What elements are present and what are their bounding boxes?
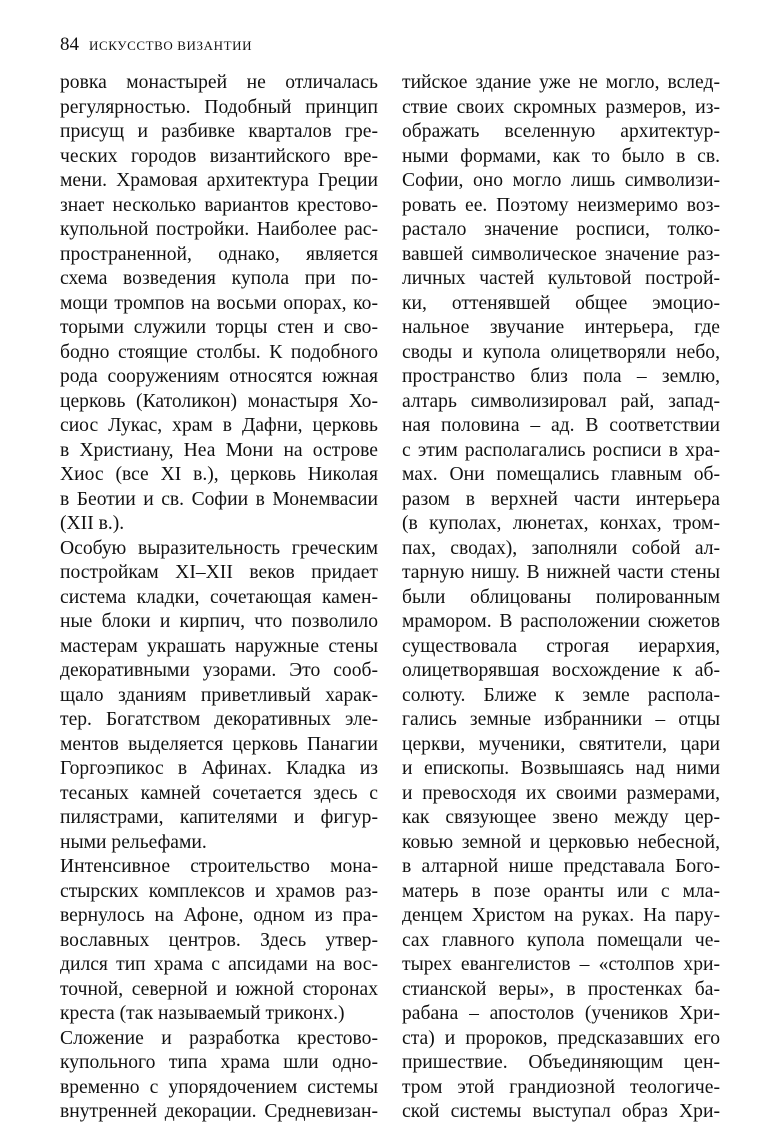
text-line: ображать вселенную архитектур- <box>402 121 720 142</box>
text-column-right <box>402 71 720 1125</box>
text-line: и превосходя их своими размерами, <box>402 782 720 804</box>
text-line: (XII в.). <box>60 513 125 534</box>
text-line: тарную нишу. В нижней части стены <box>402 562 720 583</box>
text-line: торыми служили торцы стен и сво- <box>60 317 378 338</box>
text-line: купольного типа храма шли одно- <box>60 1052 378 1073</box>
text-line: щало зданиям приветливый харак- <box>60 684 378 706</box>
text-line: ровать ее. Поэтому неизмеримо воз- <box>402 194 720 216</box>
text-line: гались земные избранники – отцы <box>402 709 720 730</box>
text-line: ные блоки и кирпич, что позволило <box>60 611 378 632</box>
text-line: тром этой грандиозной теологиче- <box>402 1076 720 1098</box>
text-line: мах. Они помещались главным об- <box>402 464 720 485</box>
text-line: ная половина – ад. В соответствии <box>402 415 720 436</box>
text-line: ровка монастырей не отличалась <box>60 72 378 93</box>
text-line: разом в верхней части интерьера <box>402 488 720 510</box>
text-line: постройкам XI–XII веков придает <box>60 562 378 583</box>
text-line: Интенсивное строительство мона- <box>60 856 378 877</box>
text-line: мрамором. В расположении сюжетов <box>402 611 720 632</box>
text-line: внутренней декорации. Средневизан- <box>60 1101 378 1122</box>
text-line: денцем Христом на руках. На пару- <box>402 905 720 926</box>
text-line: знает несколько вариантов крестово- <box>60 194 378 216</box>
text-line: временно с упорядочением системы <box>60 1076 378 1098</box>
text-line: личных частей культовой построй- <box>402 268 720 289</box>
text-line: тесаных камней сочетается здесь с <box>60 782 378 804</box>
text-line: мастерам украшать наружные стены <box>60 635 378 657</box>
text-line: тийское здание уже не могло, вслед- <box>402 72 720 93</box>
text-line: в Беотии и св. Софии в Монемвасии <box>60 488 378 510</box>
text-line: своды и купола олицетворяли небо, <box>402 341 720 363</box>
text-line: как связующее звено между цер- <box>402 807 720 828</box>
text-line: схема возведения купола при по- <box>60 268 378 289</box>
text-column-left <box>60 71 378 1125</box>
text-line: мощи тромпов на восьми опорах, ко- <box>60 292 378 314</box>
text-line: пилястрами, капителями и фигур- <box>60 807 378 828</box>
text-line: декоративными узорами. Это сооб- <box>60 660 378 681</box>
page-header <box>60 34 252 56</box>
text-line: рабана – апостолов (учеников Хри- <box>402 1003 720 1024</box>
text-line: олицетворявшая восхождение к аб- <box>402 660 720 681</box>
text-line: вославных центров. Здесь утвер- <box>60 929 378 951</box>
text-line: стырских комплексов и храмов раз- <box>60 880 378 902</box>
text-line: пространенной, однако, является <box>60 243 378 265</box>
text-line: вернулось на Афоне, одном из пра- <box>60 905 378 926</box>
text-line: мени. Храмовая архитектура Греции <box>60 170 378 191</box>
text-line: вавшей символическое значение раз- <box>402 243 720 265</box>
page-number: 84 <box>60 34 79 55</box>
text-line: присущ и разбивке кварталов гре- <box>60 121 378 142</box>
text-line: церкви, мученики, святители, цари <box>402 733 720 755</box>
text-line: солюту. Ближе к земле распола- <box>402 684 720 706</box>
text-line: дился тип храма с апсидами на вос- <box>60 954 378 975</box>
text-line: Сложение и разработка крестово- <box>60 1027 378 1049</box>
text-line: пах, сводах), заполняли собой ал- <box>402 537 720 559</box>
text-line: Особую выразительность греческим <box>60 537 378 559</box>
text-line: креста (так называемый триконх.) <box>60 1003 345 1024</box>
text-line: ментов выделяется церковь Панагии <box>60 733 378 755</box>
text-line: в алтарной нише представала Бого- <box>402 856 720 877</box>
text-line: купольной постройки. Наиболее рас- <box>60 219 378 240</box>
text-line: церковь (Католикон) монастыря Хо- <box>60 390 378 412</box>
text-line: алтарь символизировал рай, запад- <box>402 390 720 412</box>
text-line: Софии, оно могло лишь символизи- <box>402 170 720 191</box>
text-line: были облицованы полированным <box>402 586 720 608</box>
text-line: ствие своих скромных размеров, из- <box>402 96 720 118</box>
text-line: пространство близ пола – землю, <box>402 366 720 387</box>
text-line: сиос Лукас, храм в Дафни, церковь <box>60 415 378 436</box>
text-line: бодно стоящие столбы. К подобного <box>60 341 378 363</box>
text-line: тырех евангелистов – «столпов хри- <box>402 954 720 975</box>
text-line: система кладки, сочетающая камен- <box>60 586 378 608</box>
text-line: ста) и пророков, предсказавших его <box>402 1027 720 1049</box>
text-line: рода сооружениям относятся южная <box>60 366 378 387</box>
text-line: ными рельефами. <box>60 831 207 853</box>
text-line: точной, северной и южной сторонах <box>60 978 378 1000</box>
text-line: матерь в позе оранты или с мла- <box>402 880 720 902</box>
text-line: растало значение росписи, толко- <box>402 219 720 240</box>
text-line: ными формами, как то было в св. <box>402 145 720 167</box>
text-line: в Христиану, Неа Мони на острове <box>60 439 378 461</box>
text-line: Горгоэпикос в Афинах. Кладка из <box>60 758 378 779</box>
text-line: ки, оттенявшей общее эмоцио- <box>402 292 720 314</box>
text-line: стианской веры», в простенках ба- <box>402 978 720 1000</box>
text-line: сах главного купола помещали че- <box>402 929 720 951</box>
text-line: регулярностью. Подобный принцип <box>60 96 378 118</box>
text-line: нальное звучание интерьера, где <box>402 317 720 338</box>
text-line: ковью земной и церковью небесной, <box>402 831 720 853</box>
running-title: ИСКУССТВО ВИЗАНТИИ <box>89 38 253 53</box>
text-line: ческих городов византийского вре- <box>60 145 378 167</box>
text-line: (в куполах, люнетах, конхах, тром- <box>402 513 720 534</box>
text-line: ской системы выступал образ Хри- <box>402 1101 720 1122</box>
text-line: существовала строгая иерархия, <box>402 635 720 657</box>
text-line: тер. Богатством декоративных эле- <box>60 709 378 730</box>
text-line: Хиос (все XI в.), церковь Николая <box>60 464 378 485</box>
text-line: и епископы. Возвышаясь над ними <box>402 758 720 779</box>
text-line: пришествие. Объединяющим цен- <box>402 1052 720 1073</box>
text-line: с этим располагались росписи в хра- <box>402 439 720 461</box>
